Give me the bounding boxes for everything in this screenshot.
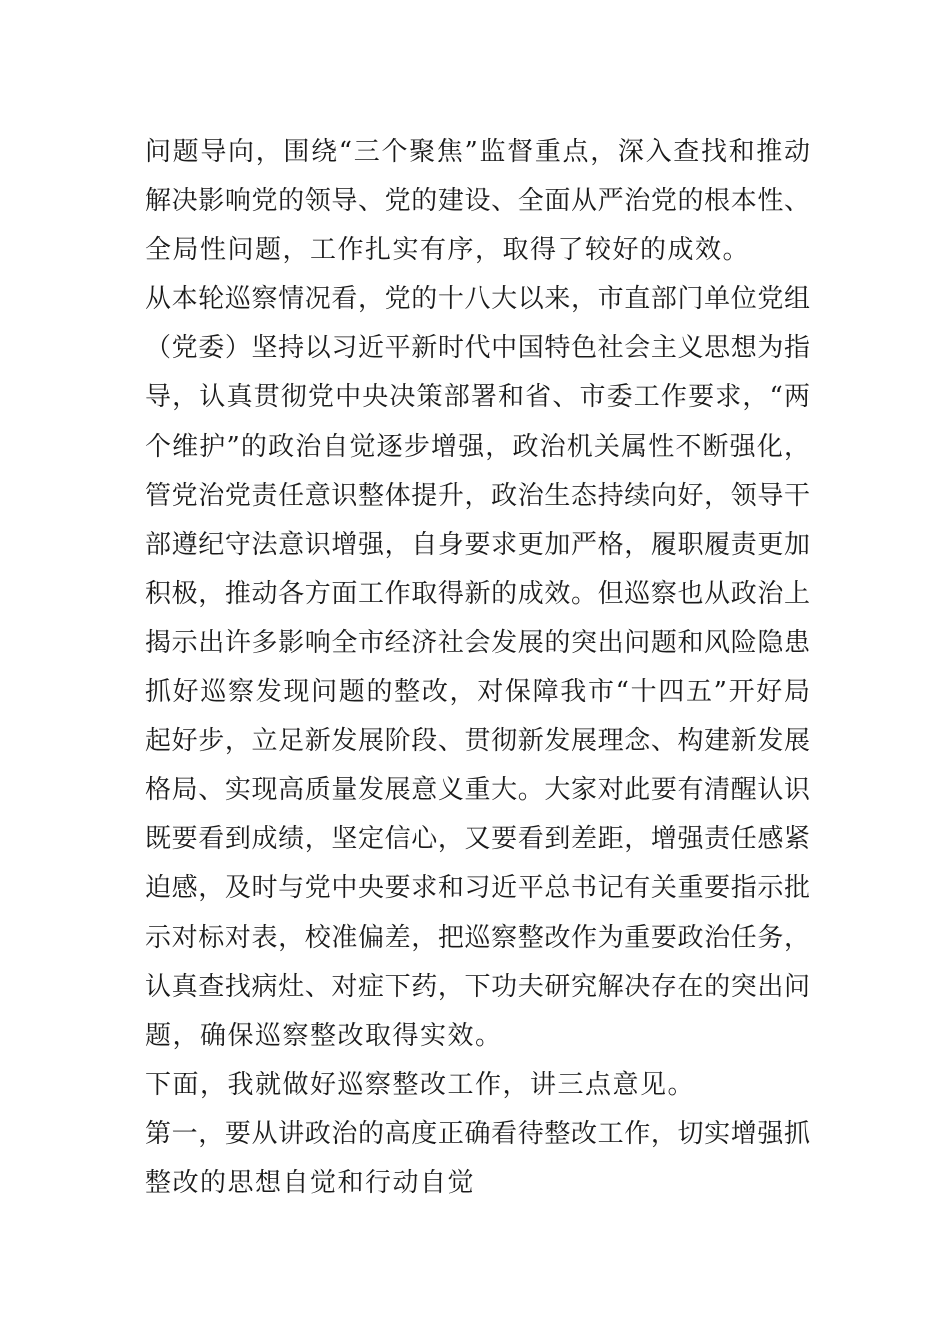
text-line: 揭示出许多影响全市经济社会发展的突出问题和风险隐患 xyxy=(145,627,810,658)
text-line: 认真查找病灶、对症下药，下功夫研究解决存在的突出问 xyxy=(145,971,810,1002)
text-line: 格局、实现高质量发展意义重大。大家对此要有清醒认识 xyxy=(145,775,810,806)
text-line: 整改的思想自觉和行动自觉 xyxy=(145,1167,476,1198)
text-line: 积极，推动各方面工作取得新的成效。但巡察也从政治上 xyxy=(145,578,810,609)
text-line: 解决影响党的领导、党的建设、全面从严治党的根本性、 xyxy=(145,186,810,217)
text-line: 管党治党责任意识整体提升，政治生态持续向好，领导干 xyxy=(145,480,810,511)
paragraph-1 xyxy=(145,128,810,275)
text-line: 题，确保巡察整改取得实效。 xyxy=(145,1020,503,1051)
text-line: 第一，要从讲政治的高度正确看待整改工作，切实增强抓 xyxy=(145,1118,810,1149)
text-line: 示对标对表，校准偏差，把巡察整改作为重要政治任务， xyxy=(145,922,810,953)
text-line: 抓好巡察发现问题的整改，对保障我市“十四五”开好局 xyxy=(145,677,810,708)
document-body xyxy=(145,128,810,1208)
text-line: 既要看到成绩，坚定信心，又要看到差距，增强责任感紧 xyxy=(145,824,810,855)
paragraph-4 xyxy=(145,1110,810,1208)
text-line: 导，认真贯彻党中央决策部署和省、市委工作要求，“两 xyxy=(145,382,810,413)
text-line: 部遵纪守法意识增强，自身要求更加严格，履职履责更加 xyxy=(145,529,810,560)
text-line: 问题导向，围绕“三个聚焦”监督重点，深入查找和推动 xyxy=(145,137,810,167)
text-line: 个维护”的政治自觉逐步增强，政治机关属性不断强化， xyxy=(145,431,810,462)
paragraph-3 xyxy=(145,1061,810,1110)
text-line: 起好步，立足新发展阶段、贯彻新发展理念、构建新发展 xyxy=(145,726,810,757)
paragraph-2 xyxy=(145,275,810,1061)
text-line: 全局性问题，工作扎实有序，取得了较好的成效。 xyxy=(145,235,751,266)
text-line: 迫感，及时与党中央要求和习近平总书记有关重要指示批 xyxy=(145,873,810,904)
text-line: 从本轮巡察情况看，党的十八大以来，市直部门单位党组 xyxy=(145,284,810,315)
text-line: 下面，我就做好巡察整改工作，讲三点意见。 xyxy=(145,1069,696,1100)
text-line: （党委）坚持以习近平新时代中国特色社会主义思想为指 xyxy=(145,333,810,364)
